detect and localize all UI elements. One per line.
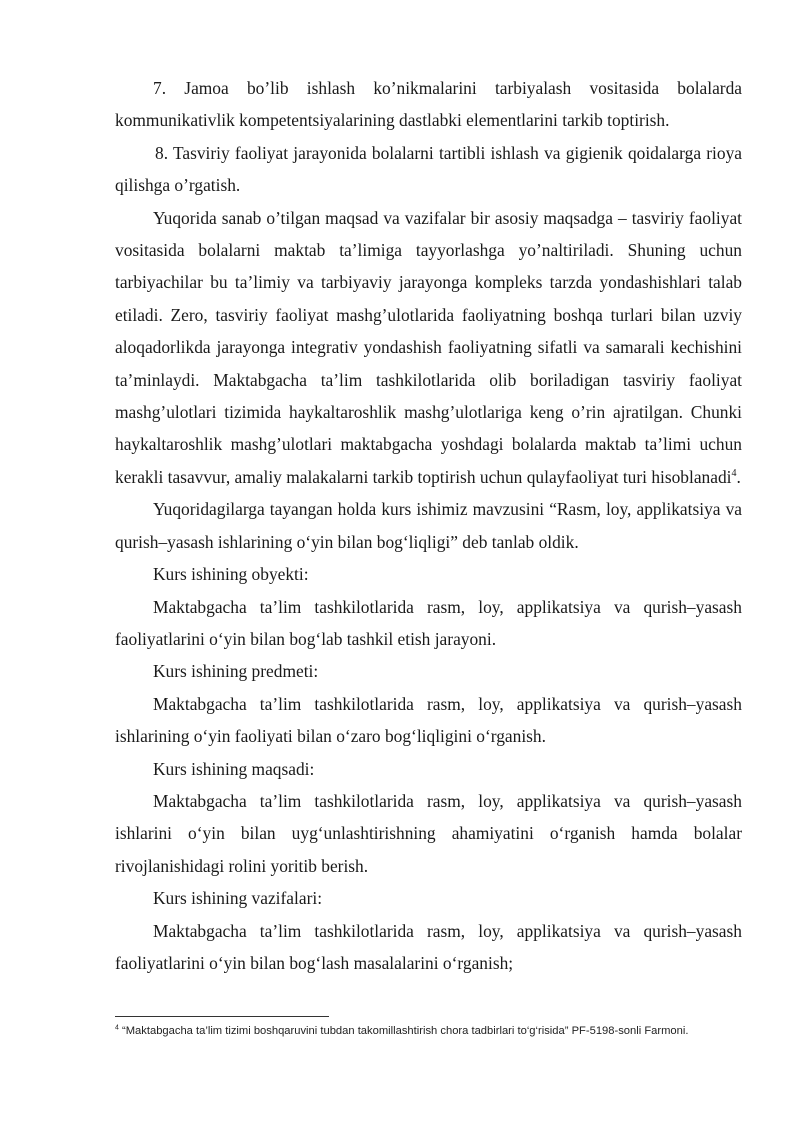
- footnote-number: 4: [115, 1024, 119, 1032]
- heading-tasks: Kurs ishining vazifalari:: [153, 888, 323, 909]
- paragraph-aim: Maktabgacha ta’lim tashkilotlarida rasm, loy, applikatsiya va qurish–yasash ishlarini o‘yin bilan uyg‘unlashtirishning ahamiyatini o‘rganish hamda bolalar rivojlanishidagi rolini yoritib berish.: [115, 790, 742, 876]
- paragraph-item-8: 8. Tasviriy faoliyat jarayonida bolalarni tartibli ishlash va gigienik qoidalarga rioya qilishga o’rgatish.: [115, 142, 742, 196]
- footnote-reference[interactable]: 4: [731, 468, 737, 480]
- paragraph-goals-summary: [115, 202, 742, 494]
- paragraph-goals-end: .: [736, 466, 741, 487]
- footnote-divider: [115, 1016, 329, 1017]
- heading-aim: Kurs ishining maqsadi:: [153, 758, 315, 779]
- paragraph-item-7: 7. Jamoa bo’lib ishlash ko’nikmalarini tarbiyalash vositasida bolalarda kommunikativlik kompetentsiyalarining dastlabki elementlarini tarkib toptirish.: [115, 78, 742, 131]
- paragraph-goals-text: Yuqorida sanab o’tilgan maqsad va vazifalar bir asosiy maqsadga – tasviriy faoliyat vositasida bolalarni maktab ta’limiga tayyorlashga yo’naltiriladi. Shuning uchun tarbiyachilar bu ta’limiy va tarbiyaviy jarayonga kompleks tarzda yondashishlari talab etiladi. Zero, tasviriy faoliyat mashg’ulotlarida faoliyatning boshqa turlari bilan uzviy aloqadorlikda jarayonga integrativ yondashish faoliyatning sifatli va samarali kechishini ta’minlaydi. Maktabgacha ta’lim tashkilotlarida olib boriladigan tasviriy faoliyat mashg’ulotlari tizimida haykaltaroshlik mashg’ulotlariga keng o’rin ajratilgan. Chunki haykaltaroshlik mashg’ulotlari maktabgacha yoshdagi bolalarda maktab ta’limi uchun kerakli tasavvur, amaliy malakalarni tarkib toptirish uchun qulayfaoliyat turi hisoblanadi: [115, 207, 742, 487]
- footnote: [115, 1022, 742, 1040]
- heading-subject: Kurs ishining predmeti:: [153, 661, 319, 682]
- footnote-text: “Maktabgacha ta’lim tizimi boshqaruvini tubdan takomillashtirish chora tadbirlari to‘g‘risida” PF-5198-sonli Farmoni.: [118, 1025, 689, 1037]
- heading-object: Kurs ishining obyekti:: [153, 564, 309, 585]
- paragraph-tasks: Maktabgacha ta’lim tashkilotlarida rasm, loy, applikatsiya va qurish–yasash faoliyatlarini o‘yin bilan bog‘lash masalalarini o‘rganish;: [115, 920, 742, 973]
- body-text: [115, 72, 742, 979]
- paragraph-subject: Maktabgacha ta’lim tashkilotlarida rasm, loy, applikatsiya va qurish–yasash ishlarining o‘yin faoliyati bilan o‘zaro bog‘liqligini o‘rganish.: [115, 693, 742, 747]
- paragraph-object: Maktabgacha ta’lim tashkilotlarida rasm, loy, applikatsiya va qurish–yasash faoliyatlarini o‘yin bilan bog‘lab tashkil etish jarayoni.: [115, 596, 742, 649]
- paragraph-topic: Yuqoridagilarga tayangan holda kurs ishimiz mavzusini “Rasm, loy, applikatsiya va qurish–yasash ishlarining o‘yin bilan bog‘liqligi” deb tanlab oldik.: [115, 499, 742, 552]
